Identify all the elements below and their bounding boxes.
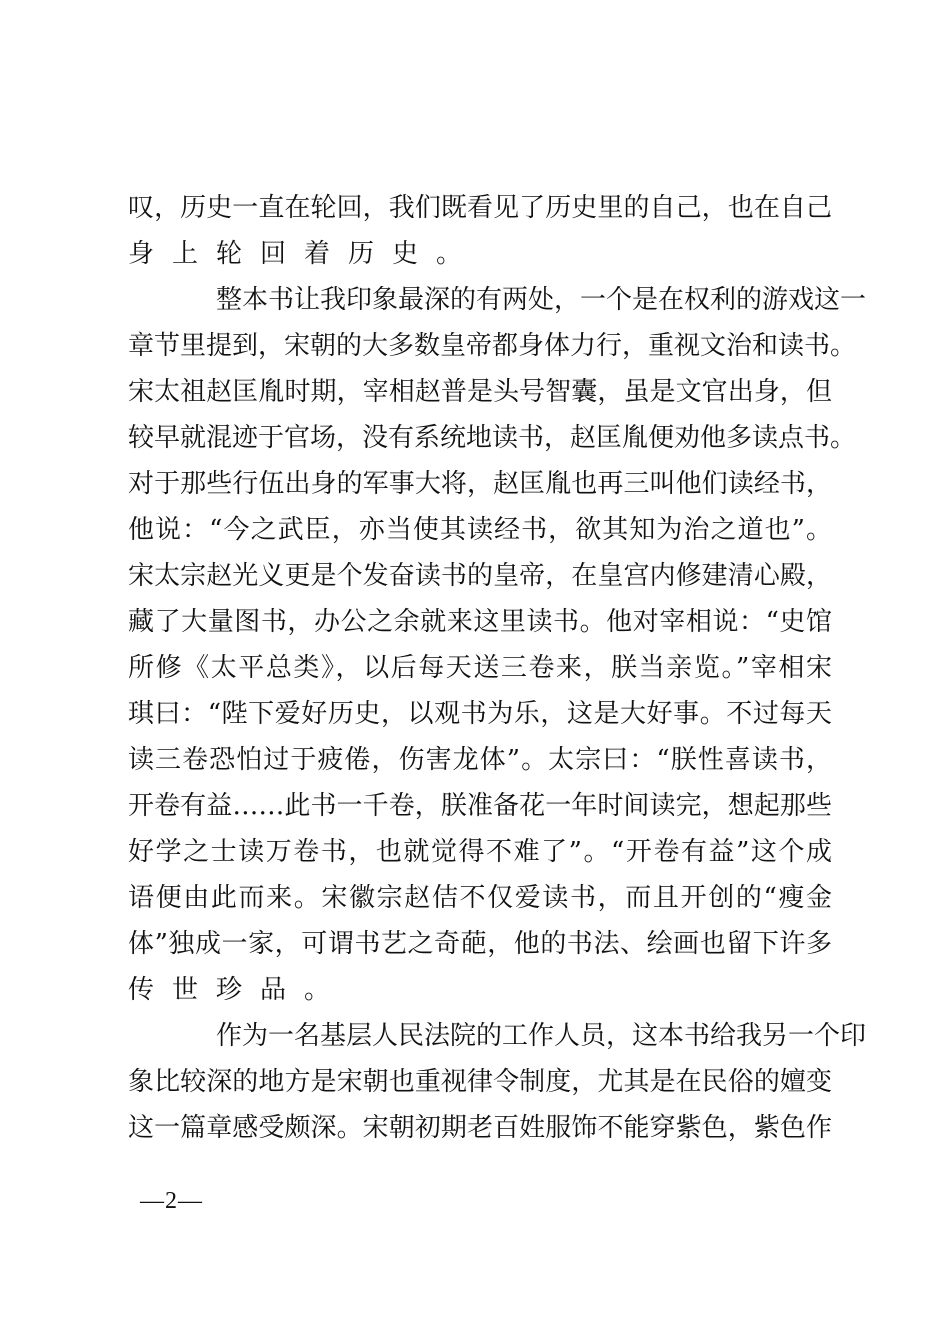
text-line: 章节里提到，宋朝的大多数皇帝都身体力行，重视文治和读书。	[128, 331, 857, 361]
document-body	[128, 185, 867, 1151]
paragraph	[128, 185, 832, 277]
text-line: 开卷有益……此书一千卷，朕准备花一年时间读完，想起那些	[128, 791, 832, 821]
text-line: 好学之士读万卷书，也就觉得不难了”。“开卷有益”这个成	[128, 837, 832, 867]
text-line: 语便由此而来。宋徽宗赵佶不仅爱读书，而且开创的“瘦金	[128, 883, 832, 913]
text-line: 琪曰：“陛下爱好历史，以观书为乐，这是大好事。不过每天	[128, 699, 832, 729]
text-line: 所修《太平总类》，以后每天送三卷来，朕当亲览。”宰相宋	[128, 653, 832, 683]
text-line: 传世珍品。	[128, 975, 349, 1005]
text-line: 藏了大量图书，办公之余就来这里读书。他对宰相说：“史馆	[128, 607, 832, 637]
text-line: 象比较深的地方是宋朝也重视律令制度，尤其是在民俗的嬗变	[128, 1067, 832, 1097]
text-line: 作为一名基层人民法院的工作人员，这本书给我另一个印	[216, 1021, 867, 1051]
text-line: 对于那些行伍出身的军事大将，赵匡胤也再三叫他们读经书，	[128, 469, 832, 499]
text-line: 身上轮回着历史。	[128, 239, 481, 269]
text-line: 较早就混迹于官场，没有系统地读书，赵匡胤便劝他多读点书。	[128, 423, 857, 453]
text-line: 叹，历史一直在轮回，我们既看见了历史里的自己，也在自己	[128, 193, 832, 223]
text-line: 宋太祖赵匡胤时期，宰相赵普是头号智囊，虽是文官出身，但	[128, 377, 832, 407]
text-line: 体”独成一家，可谓书艺之奇葩，他的书法、绘画也留下许多	[128, 929, 832, 959]
paragraph	[128, 277, 867, 1013]
page-number: —2—	[140, 1188, 203, 1214]
text-line: 整本书让我印象最深的有两处，一个是在权利的游戏这一	[216, 285, 867, 315]
text-line: 他说：“今之武臣，亦当使其读经书，欲其知为治之道也”。	[128, 515, 832, 545]
text-line: 读三卷恐怕过于疲倦，伤害龙体”。太宗曰：“朕性喜读书，	[128, 745, 832, 775]
paragraph	[128, 1013, 867, 1151]
text-line: 这一篇章感受颇深。宋朝初期老百姓服饰不能穿紫色，紫色作	[128, 1113, 832, 1143]
text-line: 宋太宗赵光义更是个发奋读书的皇帝，在皇宫内修建清心殿，	[128, 561, 832, 591]
